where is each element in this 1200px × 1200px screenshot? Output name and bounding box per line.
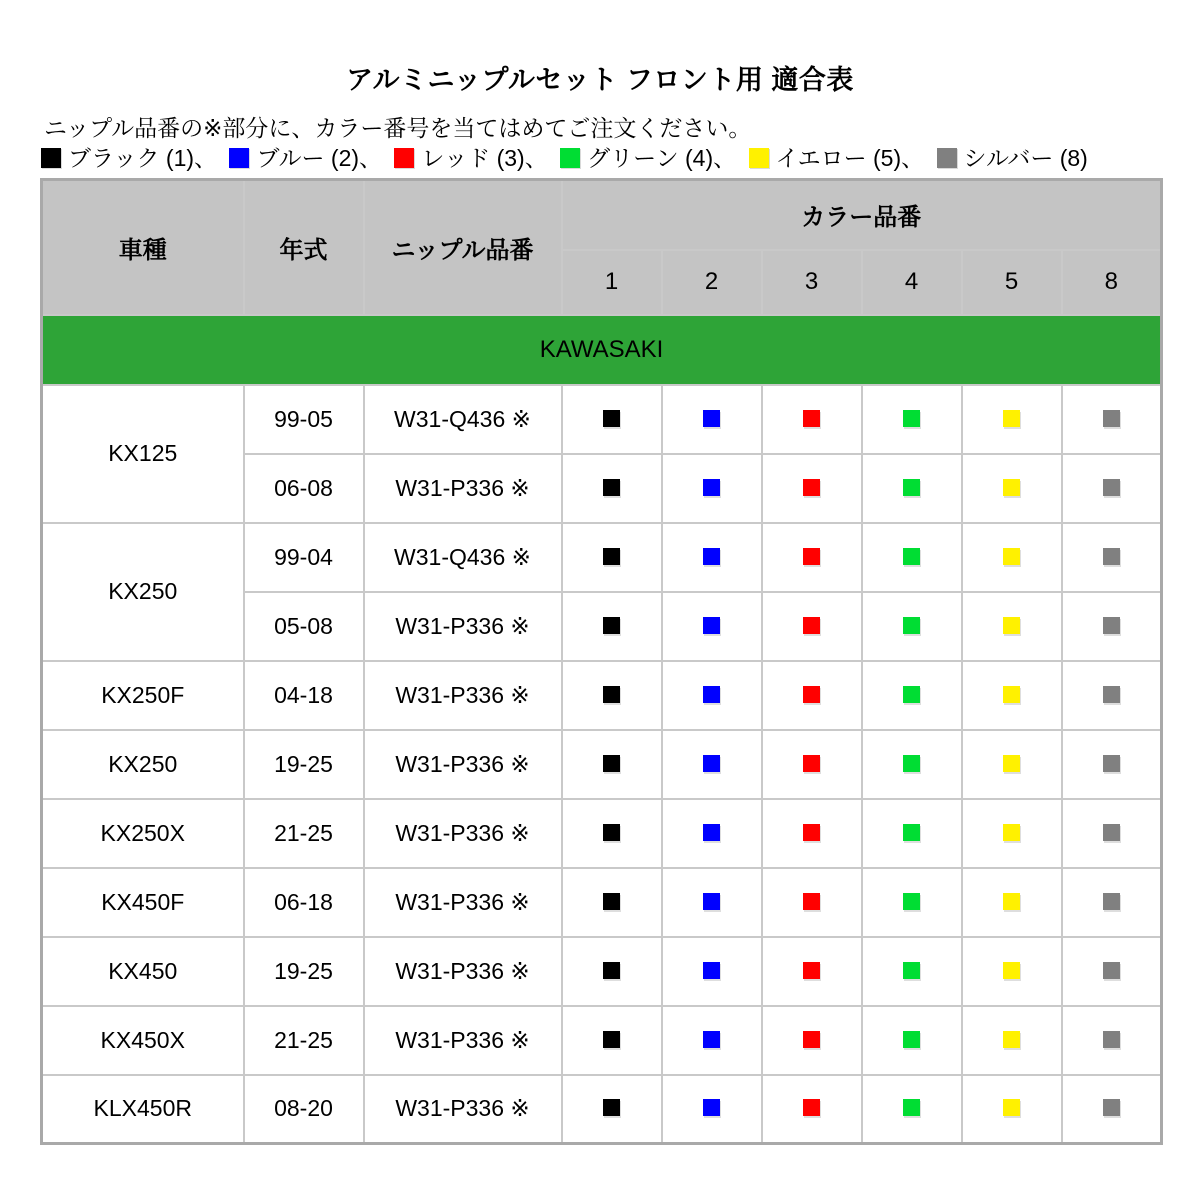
part-cell: W31-P336 ※ — [364, 730, 562, 799]
legend-label-green: グリーン (4)、 — [587, 145, 737, 171]
color-swatch-cell — [562, 385, 662, 454]
model-cell: KX125 — [42, 385, 244, 523]
silver-swatch-icon — [1103, 824, 1120, 841]
yellow-swatch-icon — [1003, 893, 1020, 910]
green-swatch-icon — [903, 893, 920, 910]
model-cell: KX450F — [42, 868, 244, 937]
legend-item-blue — [229, 144, 382, 172]
silver-swatch-icon — [1103, 479, 1120, 496]
red-swatch-icon — [803, 962, 820, 979]
table-row — [42, 1006, 1162, 1075]
year-cell: 06-08 — [244, 454, 364, 523]
table-row — [42, 868, 1162, 937]
color-swatch-cell — [662, 523, 762, 592]
color-swatch-cell — [562, 592, 662, 661]
color-swatch-cell — [1062, 937, 1162, 1006]
blue-swatch-icon — [229, 148, 249, 168]
yellow-swatch-icon — [1003, 1031, 1020, 1048]
silver-swatch-icon — [1103, 962, 1120, 979]
color-swatch-cell — [962, 799, 1062, 868]
blue-swatch-icon — [703, 1099, 720, 1116]
red-swatch-icon — [803, 548, 820, 565]
year-cell: 19-25 — [244, 937, 364, 1006]
color-swatch-cell — [662, 385, 762, 454]
silver-swatch-icon — [937, 148, 957, 168]
model-cell: KX250X — [42, 799, 244, 868]
model-cell: KX450 — [42, 937, 244, 1006]
year-cell: 05-08 — [244, 592, 364, 661]
color-swatch-cell — [1062, 730, 1162, 799]
header-row-1 — [42, 180, 1162, 250]
color-swatch-cell — [562, 868, 662, 937]
color-swatch-cell — [562, 661, 662, 730]
color-swatch-cell — [1062, 799, 1162, 868]
black-swatch-icon — [603, 755, 620, 772]
color-swatch-cell — [962, 1075, 1062, 1144]
red-swatch-icon — [803, 1099, 820, 1116]
green-swatch-icon — [903, 962, 920, 979]
header-color-group: カラー品番 — [562, 180, 1162, 250]
legend-item-silver — [937, 144, 1088, 172]
year-cell: 99-05 — [244, 385, 364, 454]
header-color-2: 2 — [662, 250, 762, 315]
brand-row-kawasaki — [42, 315, 1162, 385]
color-swatch-cell — [962, 661, 1062, 730]
yellow-swatch-icon — [1003, 410, 1020, 427]
legend-item-yellow — [749, 144, 925, 172]
year-cell: 21-25 — [244, 1006, 364, 1075]
silver-swatch-icon — [1103, 1031, 1120, 1048]
color-swatch-cell — [1062, 454, 1162, 523]
green-swatch-icon — [903, 410, 920, 427]
color-swatch-cell — [762, 523, 862, 592]
blue-swatch-icon — [703, 410, 720, 427]
color-swatch-cell — [862, 1075, 962, 1144]
color-swatch-cell — [1062, 592, 1162, 661]
year-cell: 21-25 — [244, 799, 364, 868]
compatibility-table — [40, 178, 1163, 1145]
color-swatch-cell — [862, 730, 962, 799]
model-cell: KX250 — [42, 730, 244, 799]
legend-label-red: レッド (3)、 — [421, 145, 548, 171]
color-swatch-cell — [662, 454, 762, 523]
color-swatch-cell — [1062, 661, 1162, 730]
color-swatch-cell — [662, 730, 762, 799]
blue-swatch-icon — [703, 893, 720, 910]
silver-swatch-icon — [1103, 893, 1120, 910]
color-swatch-cell — [562, 523, 662, 592]
part-cell: W31-P336 ※ — [364, 592, 562, 661]
year-cell: 99-04 — [244, 523, 364, 592]
color-swatch-cell — [962, 523, 1062, 592]
model-cell: KLX450R — [42, 1075, 244, 1144]
part-cell: W31-P336 ※ — [364, 1075, 562, 1144]
color-swatch-cell — [562, 799, 662, 868]
color-swatch-cell — [762, 1075, 862, 1144]
color-swatch-cell — [862, 592, 962, 661]
part-cell: W31-Q436 ※ — [364, 523, 562, 592]
black-swatch-icon — [603, 824, 620, 841]
table-row — [42, 385, 1162, 454]
instruction-text: ニップル品番の※部分に、カラー番号を当てはめてご注文ください。 — [44, 115, 752, 141]
yellow-swatch-icon — [1003, 824, 1020, 841]
yellow-swatch-icon — [1003, 479, 1020, 496]
blue-swatch-icon — [703, 962, 720, 979]
yellow-swatch-icon — [1003, 548, 1020, 565]
black-swatch-icon — [603, 548, 620, 565]
yellow-swatch-icon — [1003, 1099, 1020, 1116]
color-swatch-cell — [562, 1075, 662, 1144]
red-swatch-icon — [394, 148, 414, 168]
color-swatch-cell — [962, 592, 1062, 661]
legend-label-yellow: イエロー (5)、 — [775, 145, 925, 171]
page-title: アルミニップルセット フロント用 適合表 — [346, 65, 854, 95]
part-cell: W31-P336 ※ — [364, 868, 562, 937]
header-color-5: 5 — [962, 250, 1062, 315]
red-swatch-icon — [803, 617, 820, 634]
silver-swatch-icon — [1103, 410, 1120, 427]
blue-swatch-icon — [703, 617, 720, 634]
red-swatch-icon — [803, 893, 820, 910]
part-cell: W31-P336 ※ — [364, 799, 562, 868]
header-year: 年式 — [244, 180, 364, 315]
color-swatch-cell — [762, 385, 862, 454]
yellow-swatch-icon — [1003, 755, 1020, 772]
black-swatch-icon — [603, 962, 620, 979]
legend-label-silver: シルバー (8) — [963, 145, 1088, 171]
part-cell: W31-Q436 ※ — [364, 385, 562, 454]
color-swatch-cell — [762, 454, 862, 523]
color-swatch-cell — [762, 730, 862, 799]
silver-swatch-icon — [1103, 617, 1120, 634]
color-swatch-cell — [662, 1075, 762, 1144]
model-cell: KX250F — [42, 661, 244, 730]
table-row — [42, 799, 1162, 868]
color-swatch-cell — [862, 1006, 962, 1075]
color-swatch-cell — [1062, 385, 1162, 454]
year-cell: 19-25 — [244, 730, 364, 799]
legend-label-blue: ブルー (2)、 — [256, 145, 383, 171]
black-swatch-icon — [603, 479, 620, 496]
green-swatch-icon — [560, 148, 580, 168]
color-swatch-cell — [762, 937, 862, 1006]
color-swatch-cell — [862, 868, 962, 937]
black-swatch-icon — [603, 410, 620, 427]
model-cell: KX250 — [42, 523, 244, 661]
blue-swatch-icon — [703, 548, 720, 565]
red-swatch-icon — [803, 686, 820, 703]
model-cell: KX450X — [42, 1006, 244, 1075]
color-swatch-cell — [762, 799, 862, 868]
part-cell: W31-P336 ※ — [364, 454, 562, 523]
color-swatch-cell — [662, 1006, 762, 1075]
color-swatch-cell — [762, 868, 862, 937]
green-swatch-icon — [903, 1099, 920, 1116]
part-cell: W31-P336 ※ — [364, 1006, 562, 1075]
red-swatch-icon — [803, 479, 820, 496]
color-swatch-cell — [962, 868, 1062, 937]
legend-label-black: ブラック (1)、 — [68, 145, 218, 171]
blue-swatch-icon — [703, 1031, 720, 1048]
silver-swatch-icon — [1103, 755, 1120, 772]
color-swatch-cell — [662, 799, 762, 868]
color-swatch-cell — [762, 592, 862, 661]
blue-swatch-icon — [703, 824, 720, 841]
header-part: ニップル品番 — [364, 180, 562, 315]
year-cell: 06-18 — [244, 868, 364, 937]
color-swatch-cell — [862, 799, 962, 868]
red-swatch-icon — [803, 755, 820, 772]
green-swatch-icon — [903, 479, 920, 496]
color-swatch-cell — [862, 523, 962, 592]
black-swatch-icon — [603, 617, 620, 634]
black-swatch-icon — [41, 148, 61, 168]
color-swatch-cell — [962, 937, 1062, 1006]
color-swatch-cell — [562, 454, 662, 523]
black-swatch-icon — [603, 893, 620, 910]
green-swatch-icon — [903, 1031, 920, 1048]
table-row — [42, 730, 1162, 799]
green-swatch-icon — [903, 548, 920, 565]
black-swatch-icon — [603, 1031, 620, 1048]
color-swatch-cell — [662, 661, 762, 730]
silver-swatch-icon — [1103, 1099, 1120, 1116]
silver-swatch-icon — [1103, 548, 1120, 565]
color-legend — [41, 144, 1094, 172]
yellow-swatch-icon — [749, 148, 769, 168]
color-swatch-cell — [662, 868, 762, 937]
color-swatch-cell — [862, 937, 962, 1006]
header-color-8: 8 — [1062, 250, 1162, 315]
header-color-1: 1 — [562, 250, 662, 315]
header-color-3: 3 — [762, 250, 862, 315]
black-swatch-icon — [603, 1099, 620, 1116]
color-swatch-cell — [1062, 1006, 1162, 1075]
color-swatch-cell — [962, 454, 1062, 523]
color-swatch-cell — [1062, 523, 1162, 592]
color-swatch-cell — [662, 937, 762, 1006]
yellow-swatch-icon — [1003, 686, 1020, 703]
header-model: 車種 — [42, 180, 244, 315]
yellow-swatch-icon — [1003, 617, 1020, 634]
green-swatch-icon — [903, 755, 920, 772]
table-row — [42, 937, 1162, 1006]
black-swatch-icon — [603, 686, 620, 703]
red-swatch-icon — [803, 1031, 820, 1048]
color-swatch-cell — [562, 730, 662, 799]
color-swatch-cell — [962, 385, 1062, 454]
color-swatch-cell — [1062, 1075, 1162, 1144]
year-cell: 08-20 — [244, 1075, 364, 1144]
color-swatch-cell — [562, 1006, 662, 1075]
color-swatch-cell — [762, 661, 862, 730]
silver-swatch-icon — [1103, 686, 1120, 703]
header-color-4: 4 — [862, 250, 962, 315]
blue-swatch-icon — [703, 686, 720, 703]
legend-item-green — [560, 144, 736, 172]
color-swatch-cell — [1062, 868, 1162, 937]
red-swatch-icon — [803, 410, 820, 427]
color-swatch-cell — [862, 385, 962, 454]
legend-item-black — [41, 144, 217, 172]
color-swatch-cell — [862, 454, 962, 523]
blue-swatch-icon — [703, 755, 720, 772]
color-swatch-cell — [762, 1006, 862, 1075]
yellow-swatch-icon — [1003, 962, 1020, 979]
brand-label: KAWASAKI — [42, 315, 1162, 385]
year-cell: 04-18 — [244, 661, 364, 730]
color-swatch-cell — [962, 730, 1062, 799]
color-swatch-cell — [662, 592, 762, 661]
table-row — [42, 523, 1162, 592]
red-swatch-icon — [803, 824, 820, 841]
part-cell: W31-P336 ※ — [364, 937, 562, 1006]
green-swatch-icon — [903, 686, 920, 703]
color-swatch-cell — [962, 1006, 1062, 1075]
blue-swatch-icon — [703, 479, 720, 496]
legend-item-red — [394, 144, 547, 172]
color-swatch-cell — [862, 661, 962, 730]
green-swatch-icon — [903, 617, 920, 634]
table-row — [42, 1075, 1162, 1144]
table-row — [42, 661, 1162, 730]
color-swatch-cell — [562, 937, 662, 1006]
green-swatch-icon — [903, 824, 920, 841]
part-cell: W31-P336 ※ — [364, 661, 562, 730]
